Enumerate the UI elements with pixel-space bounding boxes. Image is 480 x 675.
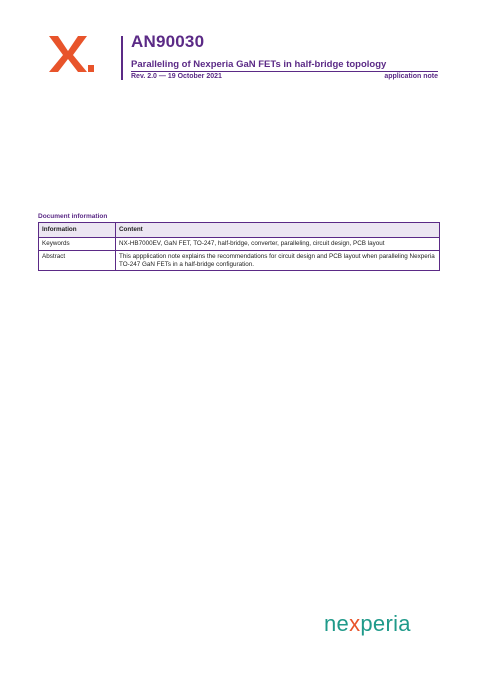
row-label-keywords: Keywords (39, 237, 116, 250)
row-label-abstract: Abstract (39, 250, 116, 271)
column-header-information: Information (39, 223, 116, 238)
revision-date: Rev. 2.0 — 19 October 2021 (131, 73, 222, 80)
wordmark-suffix: peria (360, 611, 411, 636)
row-content-abstract: This appplication note explains the recommendations for circuit design and PCB layout when paralleling Nexperia TO-247 GaN FETs in a half-bridge configuration. (116, 250, 440, 271)
nexperia-x-logo-icon (46, 34, 96, 74)
wordmark-prefix: ne (324, 611, 350, 636)
document-title: Paralleling of Nexperia GaN FETs in half-bridge topology (131, 59, 387, 70)
document-id: AN90030 (131, 32, 205, 51)
table-row (39, 250, 440, 271)
document-type: application note (384, 73, 438, 80)
revision-line (131, 71, 438, 80)
column-header-content: Content (116, 223, 440, 238)
title-accent-bar (121, 36, 123, 80)
document-information-table (38, 222, 440, 271)
table-header-row (39, 223, 440, 238)
document-information-heading: Document information (38, 213, 108, 220)
wordmark-x: x (349, 611, 361, 636)
row-content-keywords: NX-HB7000EV, GaN FET, TO-247, half-bridge, converter, paralleling, circuit design, PCB layout (116, 237, 440, 250)
table-row (39, 237, 440, 250)
nexperia-wordmark (324, 611, 411, 637)
